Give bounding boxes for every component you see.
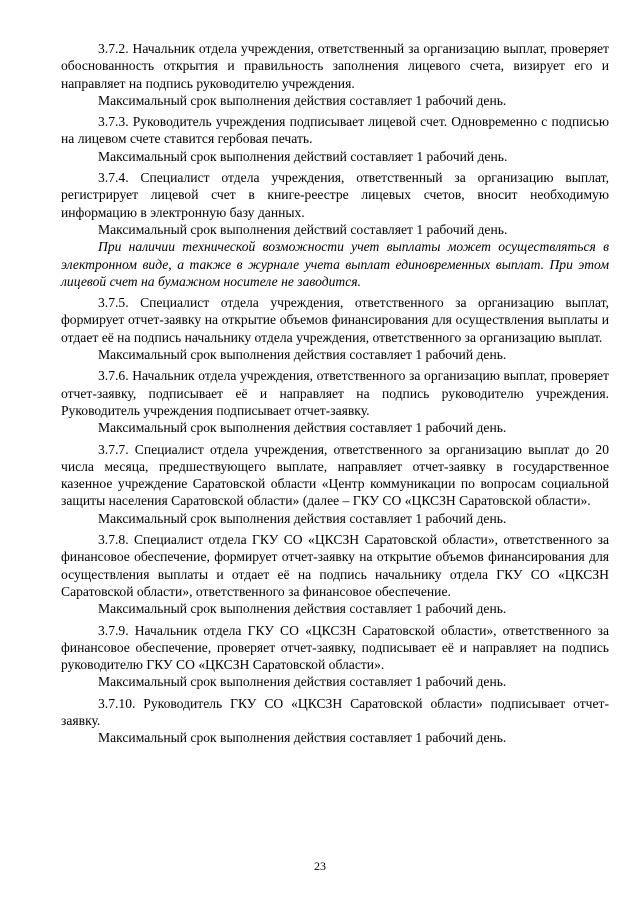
section-3-7-2	[61, 40, 609, 109]
section-term: Максимальный срок выполнения действий составляет 1 рабочий день.	[98, 148, 508, 164]
section-term: Максимальный срок выполнения действия составляет 1 рабочий день.	[98, 674, 507, 690]
section-text: 3.7.6. Начальник отдела учреждения, ответственного за организацию выплат, проверяет отчет-заявку, подписывает её и направляет на подпись руководителю учреждения. Руководитель учреждения подписывает отчет-заявку.	[61, 368, 609, 418]
section-3-7-8	[61, 531, 609, 617]
section-term: Максимальный срок выполнения действия составляет 1 рабочий день.	[98, 420, 507, 436]
section-text: 3.7.3. Руководитель учреждения подписывает лицевой счет. Одновременно с подписью на лицевом счете ставится гербовая печать.	[61, 114, 609, 147]
document-page	[61, 40, 609, 751]
section-3-7-9	[61, 622, 609, 691]
section-text: 3.7.5. Специалист отдела учреждения, ответственного за организацию выплат, формирует отчет-заявку на открытие объемов финансирования для осуществления выплаты и отдает её на подпись начальнику отдела учреждения, ответственного за организацию выплат.	[61, 295, 609, 345]
section-3-7-4	[61, 169, 609, 290]
section-note: При наличии технической возможности учет выплаты может осуществляться в электронном виде, а также в журнале учета выплат единовременных выплат. При этом лицевой счет на бумажном носителе не заводится.	[61, 239, 609, 289]
section-text: 3.7.7. Специалист отдела учреждения, ответственного за организацию выплат до 20 числа месяца, предшествующего выплате, направляет отчет-заявку в государственное казенное учреждение Саратовской области «Центр коммуникации по вопросам социальной защиты населения Саратовской области» (далее – ГКУ СО «ЦКСЗН Саратовской области».	[61, 441, 609, 509]
section-3-7-7	[61, 441, 609, 527]
section-text: 3.7.8. Специалист отдела ГКУ СО «ЦКСЗН Саратовской области», ответственного за финансовое обеспечение, формирует отчет-заявку на открытие объемов финансирования для осуществления выплаты и отдает её на подпись начальнику отдела ГКУ СО «ЦКСЗН Саратовской области», ответственного за финансовое обеспечение.	[61, 532, 609, 599]
section-term: Максимальный срок выполнения действия составляет 1 рабочий день.	[98, 730, 507, 746]
section-text: 3.7.10. Руководитель ГКУ СО «ЦКСЗН Саратовской области» подписывает отчет-заявку.	[61, 695, 609, 728]
section-3-7-10	[61, 695, 609, 747]
section-text: 3.7.9. Начальник отдела ГКУ СО «ЦКСЗН Саратовской области», ответственного за финансовое обеспечение, проверяет отчет-заявку, подписывает её и направляет на подпись руководителю ГКУ СО «ЦКСЗН Саратовской области».	[61, 622, 609, 673]
section-term: Максимальный срок выполнения действий составляет 1 рабочий день.	[98, 221, 508, 237]
section-term: Максимальный срок выполнения действия составляет 1 рабочий день.	[98, 601, 507, 617]
section-term: Максимальный срок выполнения действия составляет 1 рабочий день.	[98, 347, 507, 363]
section-3-7-3	[61, 113, 609, 165]
section-3-7-5	[61, 294, 609, 363]
page-number: 23	[314, 859, 326, 873]
section-term: Максимальный срок выполнения действия составляет 1 рабочий день.	[98, 510, 507, 526]
section-term: Максимальный срок выполнения действия составляет 1 рабочий день.	[98, 92, 507, 108]
section-3-7-6	[61, 367, 609, 436]
section-text: 3.7.4. Специалист отдела учреждения, ответственный за организацию выплат, регистрирует лицевой счет в книге-реестре лицевых счетов, вносит необходимую информацию в электронную базу данных.	[61, 170, 609, 220]
section-text: 3.7.2. Начальник отдела учреждения, ответственный за организацию выплат, проверяет обоснованность открытия и правильность заполнения лицевого счета, визирует его и направляет на подпись руководителю учреждения.	[61, 41, 609, 91]
